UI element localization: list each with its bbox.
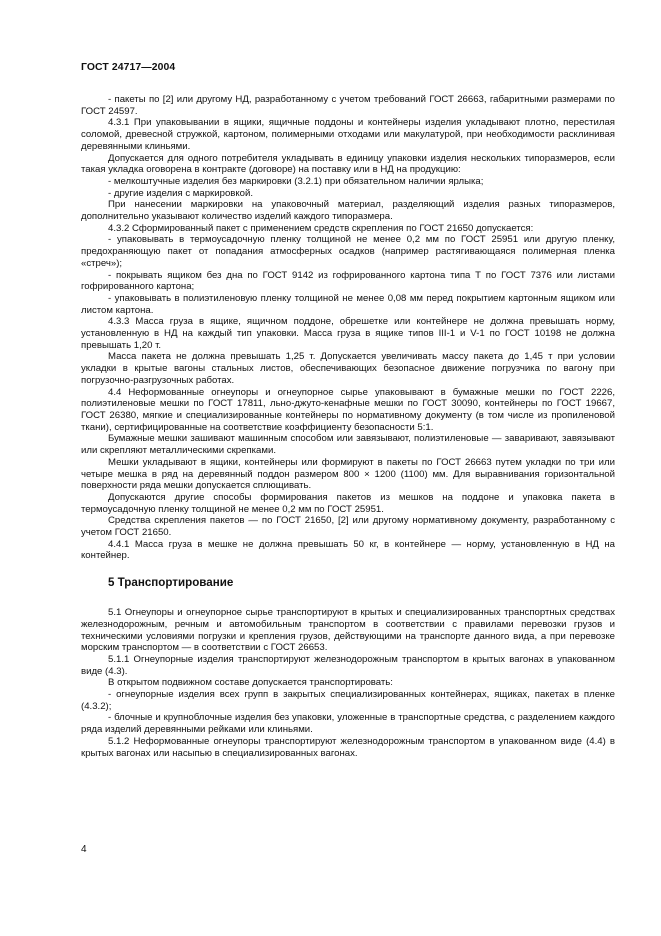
paragraph: Средства скрепления пакетов — по ГОСТ 21650, [2] или другому нормативному документу, разработанному с учетом ГОСТ 21650.: [81, 515, 615, 539]
paragraph: - другие изделия с маркировкой.: [108, 187, 254, 199]
paragraph: 4.4 Неформованные огнеупоры и огнеупорное сырье упаковывают в бумажные мешки по ГОСТ 2226, полиэтиленовые мешки по ГОСТ 17811, льно-джуто-кенафные мешки по ГОСТ 30090, контейнеры по ГОСТ 19667, ГОСТ 26380, мягкие и специализированные контейнеры по нормативному документу (в том числе из пропиленовой ткани), сертифицированные на соответствие коэффициенту безопасности 5:1.: [81, 386, 615, 433]
paragraph: - покрывать ящиком без дна по ГОСТ 9142 из гофрированного картона типа Т по ГОСТ 7376 или листами гофрированного картона;: [81, 269, 615, 293]
document-body: [81, 94, 615, 759]
paragraph: 4.3.3 Масса груза в ящике, ящичном поддоне, обрешетке или контейнере не должна превышать норму, установленную в НД на каждый тип упаковки. Масса груза в ящике типов III-1 и V-1 по ГОСТ 10198 не должна превышать 1,20 т.: [81, 316, 615, 351]
section-4-continued: [81, 94, 615, 562]
paragraph: - упаковывать в полиэтиленовую пленку толщиной не менее 0,08 мм перед покрытием картонным ящиком или листом картона.: [81, 292, 615, 316]
paragraph: Допускается для одного потребителя укладывать в единицу упаковки изделия нескольких типоразмеров, если такая укладка оговорена в контракте (договоре) на поставку или в НД на продукцию:: [81, 152, 615, 176]
paragraph: 4.3.1 При упаковывании в ящики, ящичные поддоны и контейнеры изделия укладывают плотно, перестилая соломой, древесной стружкой, картоном, полимерными отходами или макулатурой, при необходимости расклинивая деревянными клиньями.: [81, 117, 615, 152]
paragraph: Допускаются другие способы формирования пакетов из мешков на поддоне и упаковка пакета в термоусадочную пленку толщиной не менее 0,2 мм по ГОСТ 25951.: [81, 491, 615, 515]
section-5-body: [81, 607, 615, 759]
paragraph: 5.1.1 Огнеупорные изделия транспортируют железнодорожным транспортом в крытых вагонах в упакованном виде (4.3).: [81, 653, 615, 677]
paragraph: Бумажные мешки зашивают машинным способом или завязывают, полиэтиленовые — заваривают, завязывают или скрепляют металлическими скрепками.: [81, 433, 615, 457]
paragraph: - пакеты по [2] или другому НД, разработанному с учетом требований ГОСТ 26663, габаритными размерами по ГОСТ 24597.: [81, 94, 615, 117]
paragraph: В открытом подвижном составе допускается транспортировать:: [108, 677, 393, 689]
paragraph: Масса пакета не должна превышать 1,25 т. Допускается увеличивать массу пакета до 1,45 т при условии укладки в крытые вагоны стальных листов, обеспечивающих безопасное движение погрузчика по вагону при погрузочно-разгрузочных работах.: [81, 351, 615, 386]
paragraph: 5.1 Огнеупоры и огнеупорное сырье транспортируют в крытых и специализированных транспортных средствах железнодорожным, речным и автомобильным транспортом в соответствии с правилами перевозки грузов и техническими условиями погрузки и крепления грузов, действующими на транспорте данного вида, а при перевозке морским транспортом — в соответствии с ГОСТ 26653.: [81, 607, 615, 654]
paragraph: При нанесении маркировки на упаковочный материал, разделяющий изделия разных типоразмеров, дополнительно указывают количество изделий каждого типоразмера.: [81, 199, 615, 223]
paragraph: - огнеупорные изделия всех групп в закрытых специализированных контейнерах, ящиках, пакетах в пленке (4.3.2);: [81, 689, 615, 712]
paragraph: - блочные и крупноблочные изделия без упаковки, уложенные в транспортные средства, с разделением каждого ряда изделий деревянными рейками или клиньями.: [81, 712, 615, 736]
section-title: 5 Транспортирование: [108, 576, 234, 590]
page-number: 4: [81, 844, 87, 855]
paragraph: - мелкоштучные изделия без маркировки (3.2.1) при обязательном наличии ярлыка;: [108, 175, 484, 187]
paragraph: 4.4.1 Масса груза в мешке не должна превышать 50 кг, в контейнере — норму, установленную в НД на контейнер.: [81, 538, 615, 562]
paragraph: 4.3.2 Сформированный пакет с применением средств скрепления по ГОСТ 21650 допускается:: [108, 222, 534, 234]
paragraph: 5.1.2 Неформованные огнеупоры транспортируют железнодорожным транспортом в упакованном виде (4.4) в крытых вагонах или насыпью в специализированных вагонах.: [81, 735, 615, 759]
paragraph: - упаковывать в термоусадочную пленку толщиной не менее 0,2 мм по ГОСТ 25951 или другую пленку, предохраняющую пакет от попадания атмосферных осадков (например растягивающаяся полимерная пленка «стреч»);: [81, 234, 615, 269]
document-header: ГОСТ 24717—2004: [81, 62, 176, 73]
paragraph: Мешки укладывают в ящики, контейнеры или формируют в пакеты по ГОСТ 26663 путем укладки по три или четыре мешка в ряд на деревянный поддон размером 800 × 1200 (1100) мм. Для выравнивания горизонтальной поверхности ряда мешки допускается сплющивать.: [81, 456, 615, 492]
